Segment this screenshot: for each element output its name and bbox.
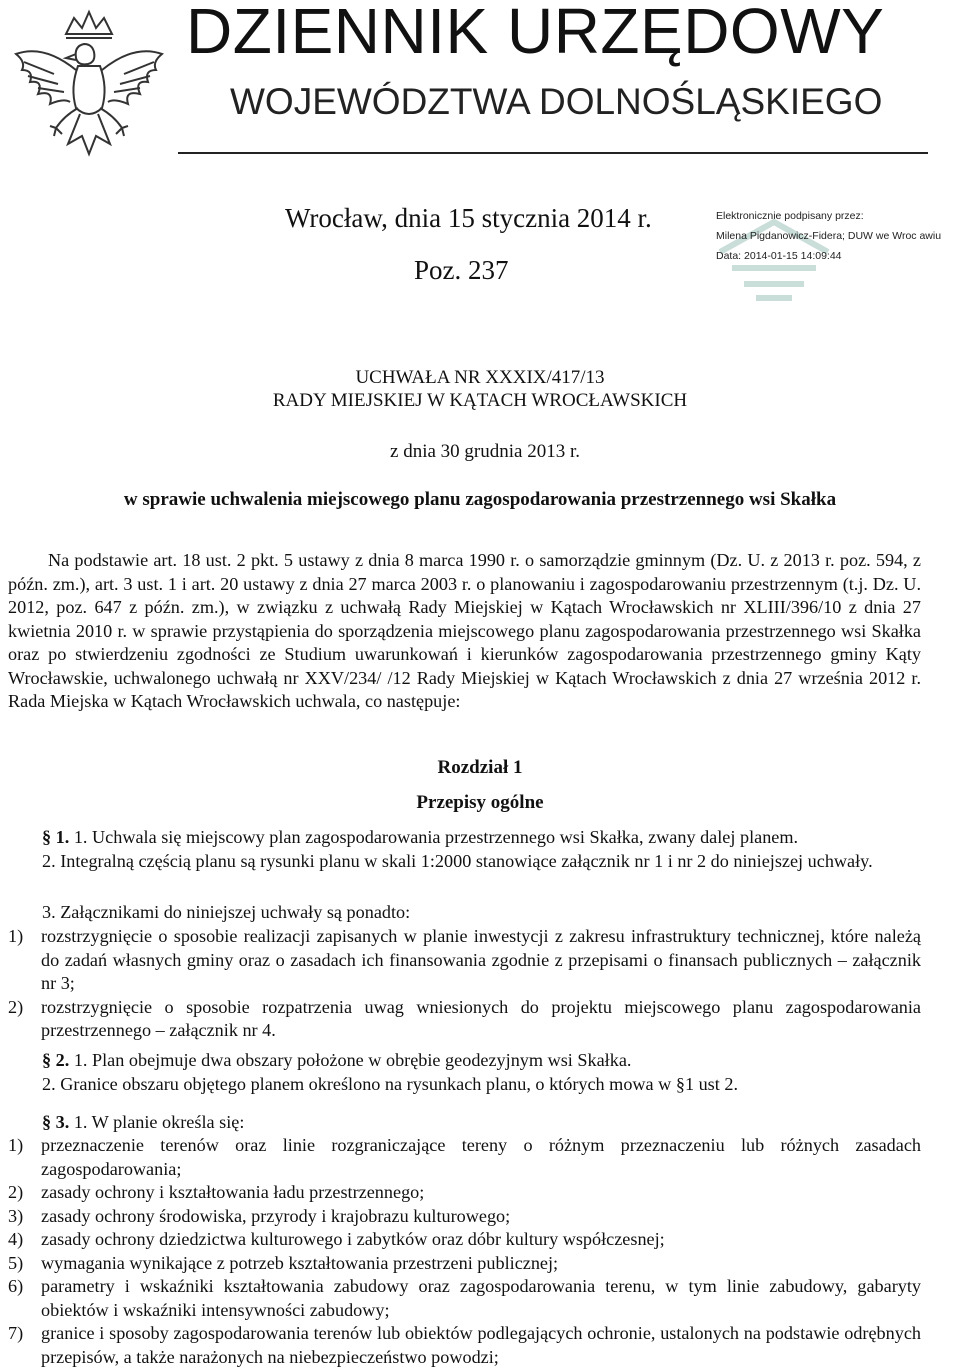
section-2-para-1: § 2. 1. Plan obejmuje dwa obszary położone w obrębie geodezyjnym wsi Skałka. [42, 1050, 632, 1070]
list-item: 4) zasady ochrony dziedzictwa kulturowego i zabytków oraz dóbr kultury współczesnej; [8, 1229, 665, 1249]
preamble: Na podstawie art. 18 ust. 2 pkt. 5 ustawy z dnia 8 marca 1990 r. o samorządzie gminnym (Dz. U. z 2013 r. poz. 594, z późn. zm.), art. 3 ust. 1 i art. 20 ustawy z dnia 27 marca 2003 r. o planowaniu i zagospodarowaniu przestrzennym (t.j. Dz. U. 2012, poz. 647 z późn. zm.), w związku z uchwałą Rady Miejskiej w Kątach Wrocławskich nr XLIII/396/10 z dnia 27 kwietnia 2010 r. w sprawie przystąpienia do sporządzenia miejscowego planu zagospodarowania przestrzennego wsi Skałka oraz po stwierdzeniu zgodności ze Studium uwarunkowań i kierunków zagospodarowania przestrzennego gminy Kąty Wrocławskie, uchwalonego uchwałą nr XXV/234/ /12 Rady Miejskiej w Kątach Wrocławskich z dnia 27 września 2012 r. Rada Miejska w Kątach Wrocławskich uchwala, co następuje: [8, 550, 921, 711]
signature-signer: Milena Pigdanowicz-Fidera; DUW we Wroc awiu [716, 230, 942, 242]
electronic-signature [714, 206, 960, 306]
eagle-emblem-icon [4, 4, 174, 174]
section-1-mark: § 1. [42, 827, 70, 847]
list-item: 1) przeznaczenie terenów oraz linie rozgraniczające tereny o różnym przeznaczeniu lub różnych zasadach zagospodarowania; [8, 1135, 921, 1179]
section-3-mark: § 3. [42, 1112, 70, 1132]
section-1-list [8, 925, 921, 1043]
list-item: 1) rozstrzygnięcie o sposobie realizacji zapisanych w planie inwestycji z zakresu infrastruktury technicznej, które należą do zadań własnych gminy oraz o zasadach ich finansowania zgodnie z przepisami o finansach publicznych – załącznik nr 3; [8, 926, 921, 993]
section-1-para-2: 2. Integralną częścią planu są rysunki planu w skali 1:2000 stanowiące załącznik nr 1 i nr 2 do niniejszej uchwały. [42, 851, 873, 871]
list-item: 6) parametry i wskaźniki kształtowania zabudowy oraz zagospodarowania terenu, w tym linie zabudowy, gabaryty obiektów i wskaźniki intensywności zabudowy; [8, 1276, 921, 1320]
section-1-para-1: § 1. 1. Uchwala się miejscowy plan zagospodarowania przestrzennego wsi Skałka, zwany dalej planem. [42, 827, 799, 847]
resolution-title-line1: UCHWAŁA NR XXXIX/417/13 [355, 367, 605, 388]
section-2-mark: § 2. [42, 1050, 70, 1070]
place-date: Wrocław, dnia 15 stycznia 2014 r. [285, 203, 652, 233]
signature-date: Data: 2014-01-15 14:09:44 [716, 250, 842, 262]
resolution-subject: w sprawie uchwalenia miejscowego planu zagospodarowania przestrzennego wsi Skałka [123, 489, 837, 510]
list-item: 3) zasady ochrony środowiska, przyrody i krajobrazu kulturowego; [8, 1205, 511, 1226]
list-item: 2) rozstrzygnięcie o sposobie rozpatrzenia uwag wniesionych do projektu miejscowego planu zagospodarowania przestrzennego – załącznik nr 4. [8, 996, 921, 1040]
section-2-para-2: 2. Granice obszaru objętego planem określono na rysunkach planu, o których mowa w §1 ust 2. [42, 1074, 739, 1094]
section-3-list [8, 1134, 921, 1369]
list-item: 7) granice i sposoby zagospodarowania terenów lub obiektów podlegających ochronie, ustalonych na podstawie odrębnych przepisów, a także narażonych na niebezpieczeństwo powodzi; [8, 1323, 921, 1367]
chapter-number: Rozdział 1 [437, 757, 523, 778]
resolution-title-line2: RADY MIEJSKIEJ W KĄTACH WROCŁAWSKICH [272, 390, 688, 411]
signature-signed-by-label: Elektronicznie podpisany przez: [716, 210, 864, 222]
list-item: 5) wymagania wynikające z potrzeb kształtowania przestrzeni publicznej; [8, 1252, 559, 1273]
list-item: 2) zasady ochrony i kształtowania ładu przestrzennego; [8, 1182, 425, 1202]
header-divider [178, 152, 928, 154]
section-3-para-1: § 3. 1. W planie określa się: [42, 1112, 245, 1132]
journal-title: DZIENNIK URZĘDOWY [186, 0, 885, 67]
chapter-name: Przepisy ogólne [416, 792, 544, 813]
section-1-para-3: 3. Załącznikami do niniejszej uchwały są ponadto: [42, 902, 411, 922]
journal-subtitle: WOJEWÓDZTWA DOLNOŚLĄSKIEGO [230, 81, 883, 122]
resolution-date: z dnia 30 grudnia 2013 r. [390, 441, 580, 462]
position-number: Poz. 237 [414, 255, 509, 285]
